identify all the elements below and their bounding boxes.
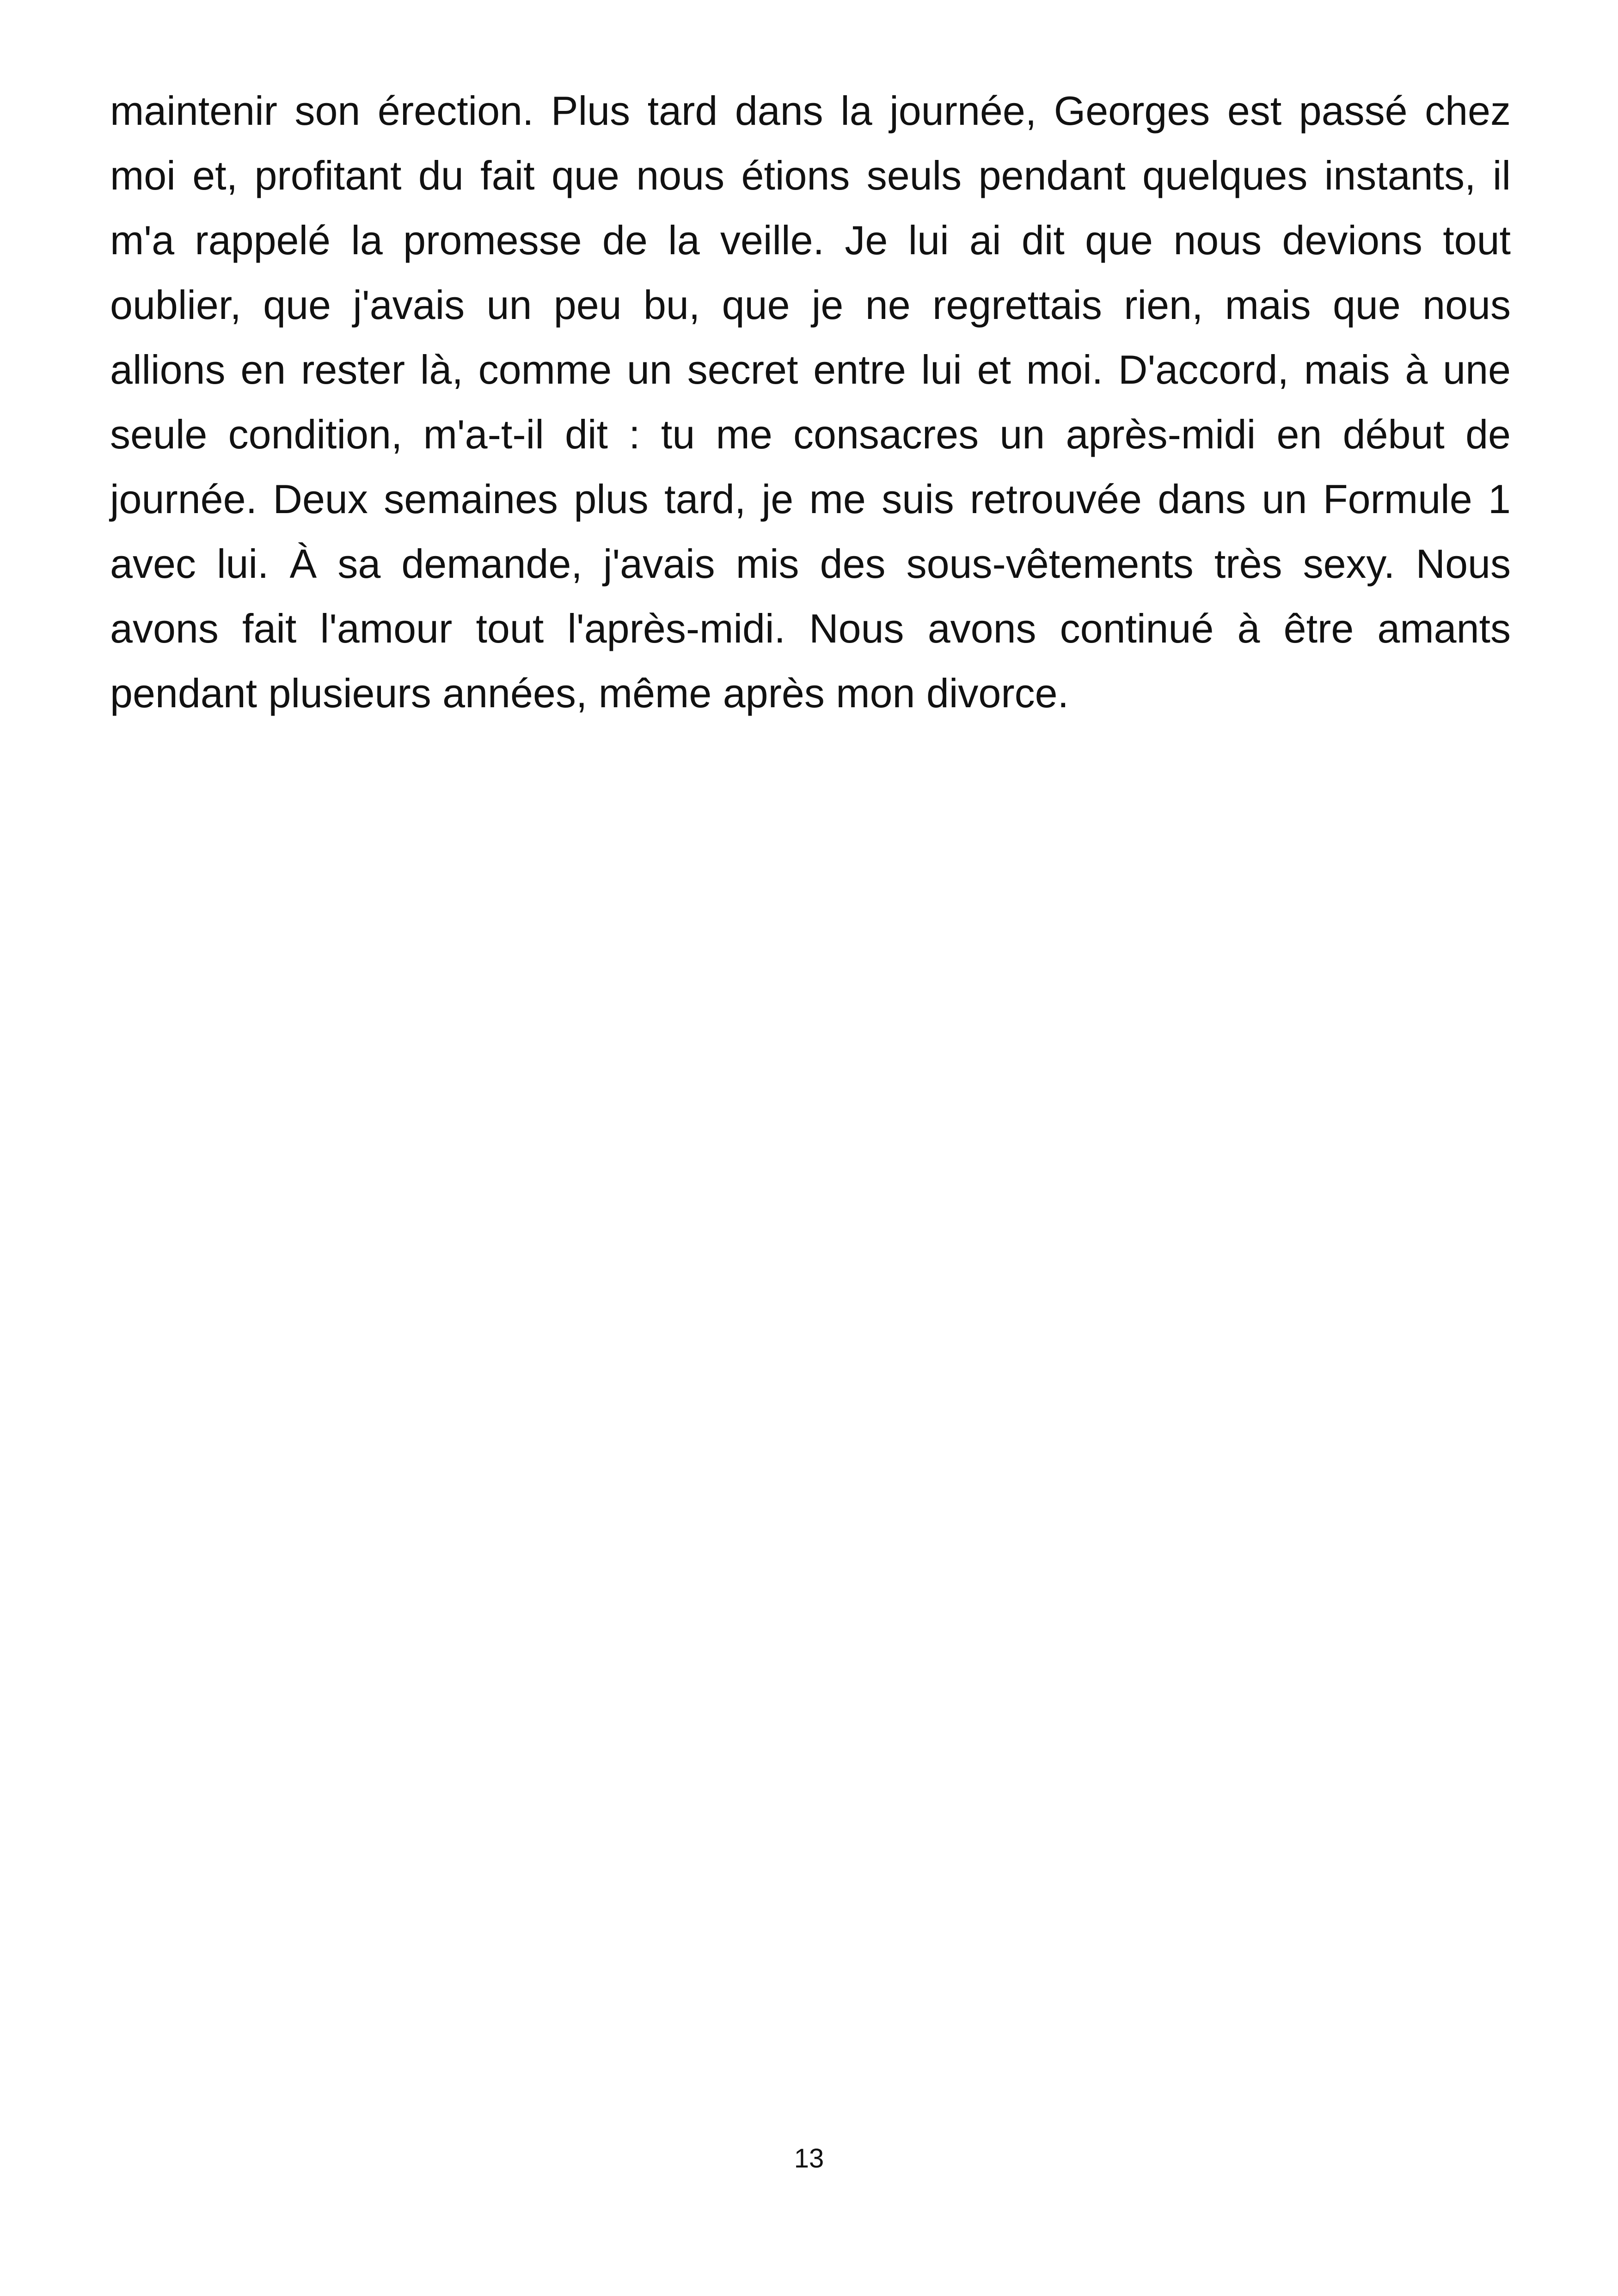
text-line-8: avec lui. À sa demande, j'avais mis des sous-vêtements très sexy. Nous [110,541,1511,587]
text-line-4: oublier, que j'avais un peu bu, que je ne regrettais rien, mais que nous [110,282,1511,328]
text-line-6: seule condition, m'a-t-il dit : tu me consacres un après-midi en début de [110,411,1511,457]
text-line-7: journée. Deux semaines plus tard, je me suis retrouvée dans un Formule 1 [110,476,1511,522]
page-number: 13 [794,2143,824,2174]
text-line-9: avons fait l'amour tout l'après-midi. Nous avons continué à être amants [110,606,1511,651]
body-paragraph [110,79,1511,726]
text-line-3: m'a rappelé la promesse de la veille. Je lui ai dit que nous devions tout [110,217,1511,263]
text-line-2: moi et, profitant du fait que nous étions seuls pendant quelques instants, il [110,153,1511,198]
text-line-5: allions en rester là, comme un secret entre lui et moi. D'accord, mais à une [110,347,1511,392]
text-line-10: pendant plusieurs années, même après mon divorce. [110,670,1069,716]
text-line-1: maintenir son érection. Plus tard dans la journée, Georges est passé chez [110,88,1511,134]
